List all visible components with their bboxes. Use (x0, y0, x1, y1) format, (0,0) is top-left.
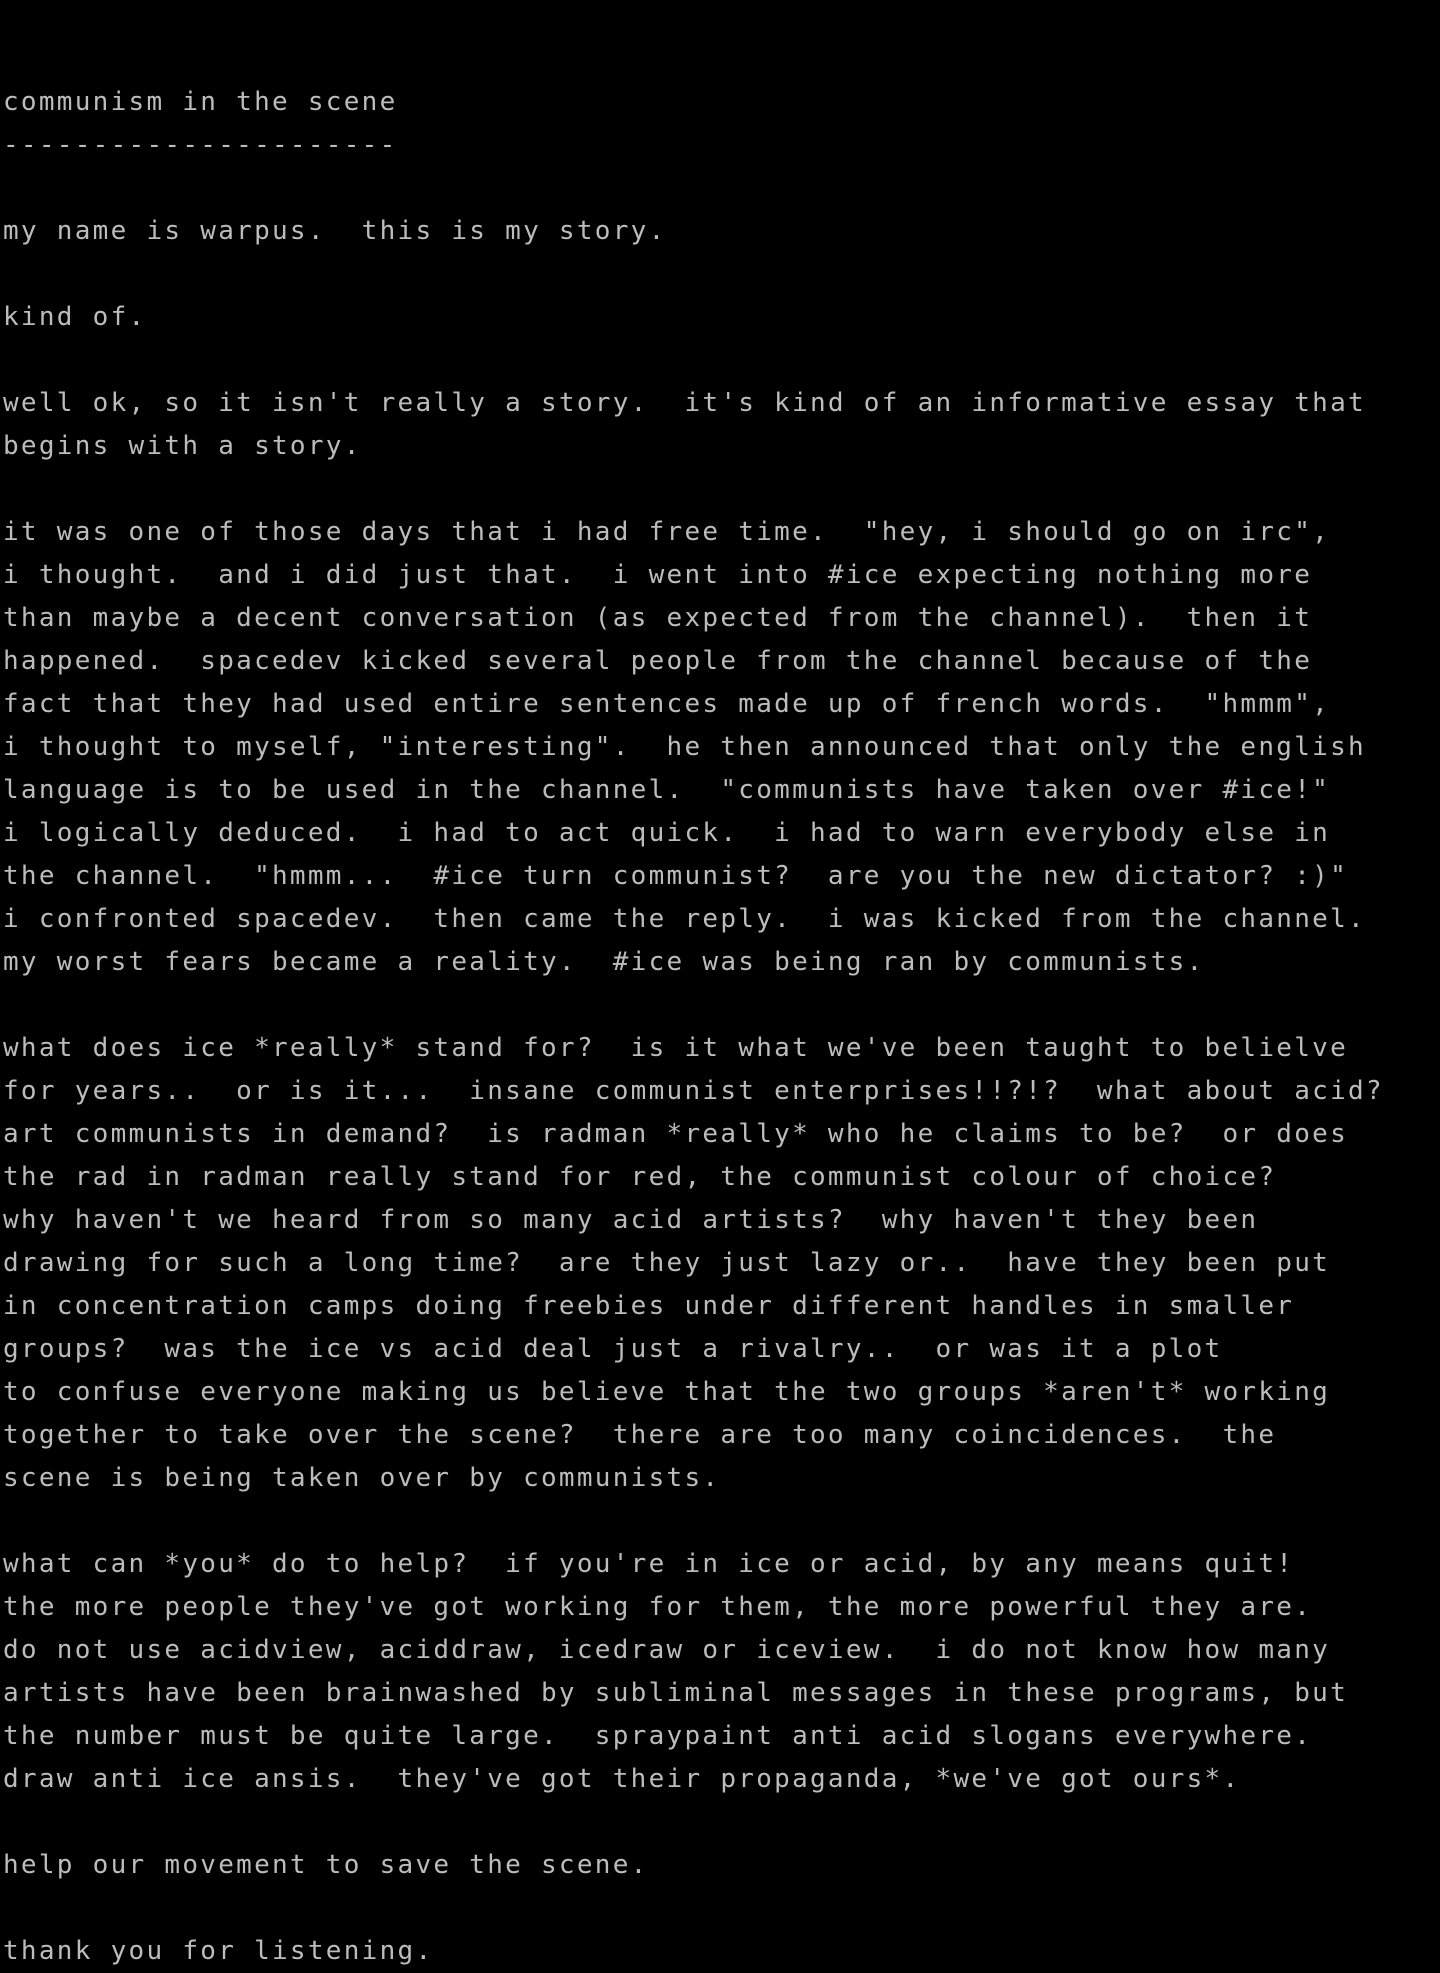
blank-line (3, 1500, 1440, 1543)
text-line: to confuse everyone making us believe that the two groups *aren't* working (3, 1377, 1331, 1407)
text-line: together to take over the scene? there are too many coincidences. the (3, 1420, 1277, 1450)
text-line: art communists in demand? is radman *really* who he claims to be? or does (3, 1119, 1348, 1149)
text-line: drawing for such a long time? are they just lazy or.. have they been put (3, 1248, 1331, 1278)
text-line: groups? was the ice vs acid deal just a rivalry.. or was it a plot (3, 1334, 1223, 1364)
blank-line (3, 468, 1440, 511)
text-line: artists have been brainwashed by subliminal messages in these programs, but (3, 1678, 1348, 1708)
text-line: the more people they've got working for them, the more powerful they are. (3, 1592, 1313, 1622)
text-line: my worst fears became a reality. #ice was being ran by communists. (3, 947, 1205, 977)
text-line: kind of. (3, 302, 147, 332)
text-line: draw anti ice ansis. they've got their propaganda, *we've got ours*. (3, 1764, 1241, 1794)
text-line: i thought. and i did just that. i went into #ice expecting nothing more (3, 560, 1313, 590)
blank-line (3, 253, 1440, 296)
text-line: scene is being taken over by communists. (3, 1463, 721, 1493)
text-line: i thought to myself, "interesting". he then announced that only the english (3, 732, 1366, 762)
text-line: ---------------------- (3, 130, 398, 160)
blank-line (3, 167, 1440, 210)
text-line: the rad in radman really stand for red, the communist colour of choice? (3, 1162, 1277, 1192)
blank-line (3, 984, 1440, 1027)
text-line: it was one of those days that i had free time. "hey, i should go on irc", (3, 517, 1331, 547)
text-line: for years.. or is it... insane communist enterprises!!?!? what about acid? (3, 1076, 1384, 1106)
text-line: thank you for listening. (3, 1936, 434, 1966)
text-line: the number must be quite large. spraypaint anti acid slogans everywhere. (3, 1721, 1313, 1751)
text-line: communism in the scene (3, 87, 398, 117)
text-line: begins with a story. (3, 431, 362, 461)
blank-line (3, 339, 1440, 382)
blank-line (3, 1801, 1440, 1844)
text-line: my name is warpus. this is my story. (3, 216, 667, 246)
text-line: language is to be used in the channel. "communists have taken over #ice!" (3, 775, 1331, 805)
text-line: why haven't we heard from so many acid artists? why haven't they been (3, 1205, 1259, 1235)
text-line: do not use acidview, aciddraw, icedraw or iceview. i do not know how many (3, 1635, 1331, 1665)
text-line: what does ice *really* stand for? is it what we've been taught to belielve (3, 1033, 1348, 1063)
text-line: what can *you* do to help? if you're in ice or acid, by any means quit! (3, 1549, 1295, 1579)
text-line: help our movement to save the scene. (3, 1850, 649, 1880)
text-line: well ok, so it isn't really a story. it's kind of an informative essay that (3, 388, 1366, 418)
text-line: than maybe a decent conversation (as expected from the channel). then it (3, 603, 1313, 633)
text-line: the channel. "hmmm... #ice turn communist? are you the new dictator? :)" (3, 861, 1348, 891)
text-line: happened. spacedev kicked several people from the channel because of the (3, 646, 1313, 676)
blank-line (3, 1887, 1440, 1930)
text-line: i logically deduced. i had to act quick. i had to warn everybody else in (3, 818, 1331, 848)
text-line: in concentration camps doing freebies under different handles in smaller (3, 1291, 1295, 1321)
text-line: i confronted spacedev. then came the reply. i was kicked from the channel. (3, 904, 1366, 934)
text-line: fact that they had used entire sentences made up of french words. "hmmm", (3, 689, 1331, 719)
